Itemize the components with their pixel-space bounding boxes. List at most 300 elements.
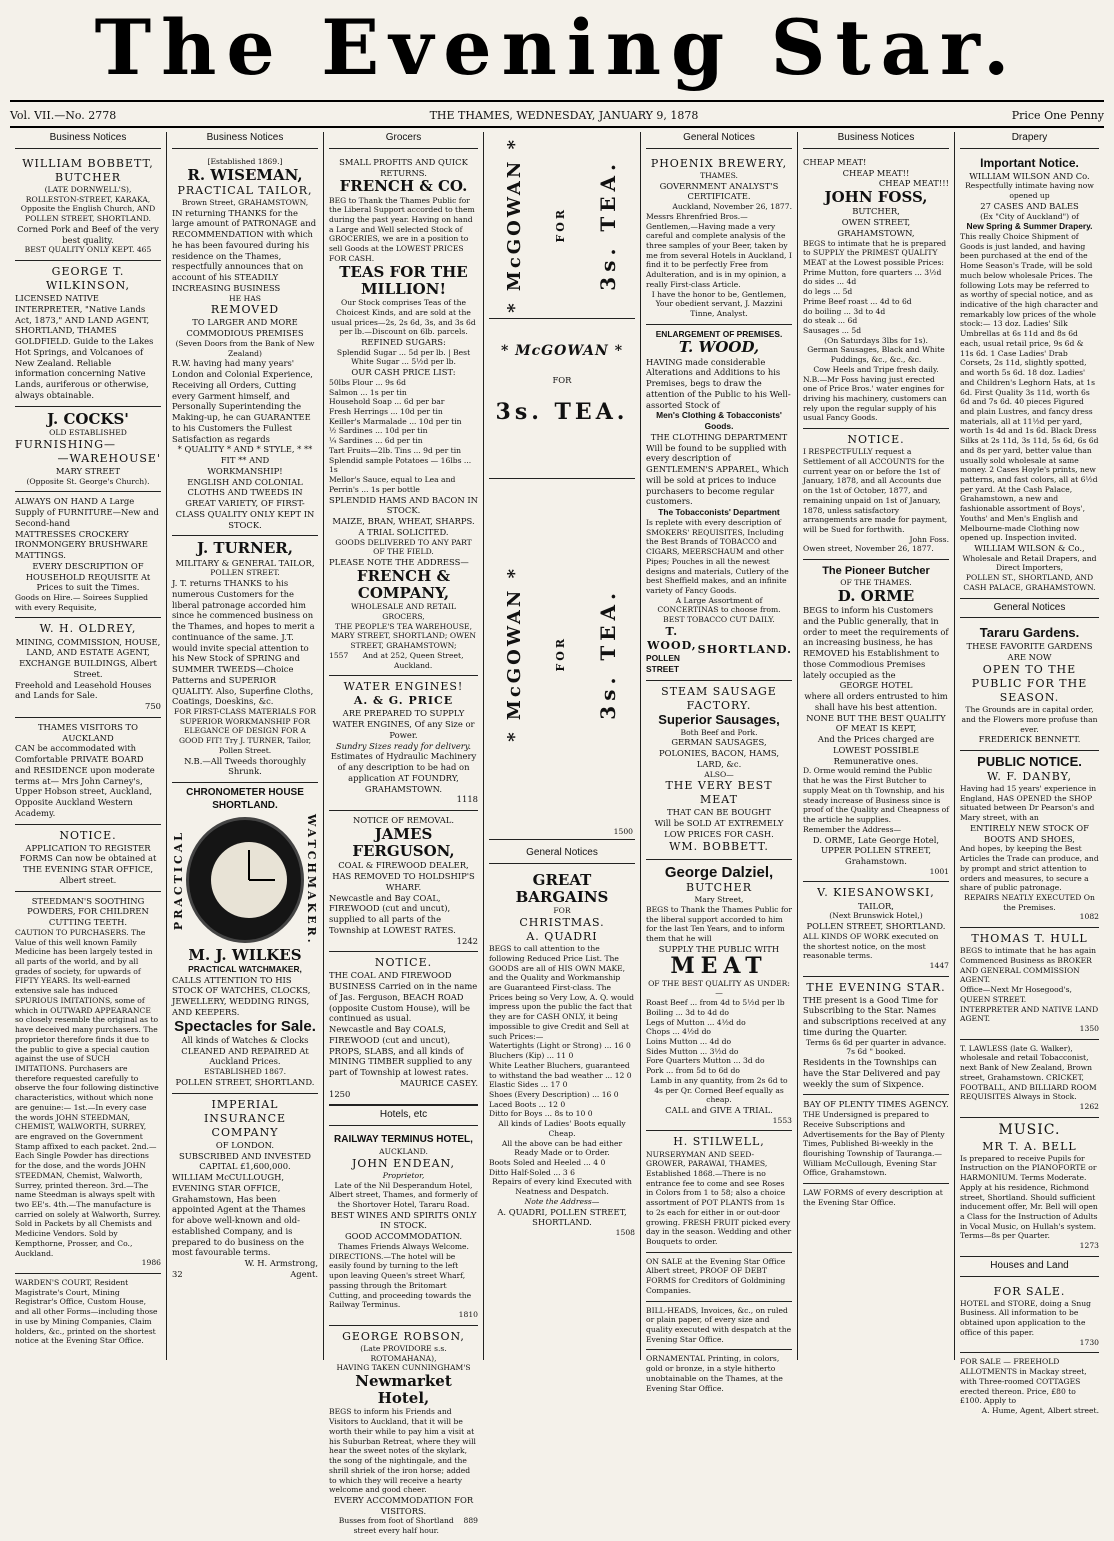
ad-text: MINING, COMMISSION, HOUSE, LAND, AND ESTATE AGENT, EXCHANGE BUILDINGS, Albert Street. bbox=[15, 636, 161, 679]
ad-title: MUSIC. bbox=[998, 1121, 1061, 1138]
ad-text: Mary Street, bbox=[694, 895, 744, 905]
ad-title: WILLIAM BOBBETT, BUTCHER bbox=[22, 156, 154, 184]
ad-text: Proprietor, bbox=[382, 1170, 425, 1180]
ad-title: THAMES VISITORS TO AUCKLAND bbox=[37, 721, 139, 743]
ad-text: PRACTICAL bbox=[172, 829, 185, 930]
ad-text: N.B.—Mr Foss having just erected one of Price Bros.' water engines for driving his machinery, customers can rely upon the regular supply of his usual Fancy Goods. bbox=[803, 374, 947, 423]
ad-text: This really Choice Shipment of Goods is just landed, and having been purchased at the end of the Home Season's Trade, will be sold much below wholesale Prices. The following Lots may be referred to as worthy of special notice, and as indicative of the high character and remarkably low prices of the whole stock:— 13 doz. Ladies' Silk Umbrellas at 6s 11d and 8s 6d each, usual retail price, 9s 6d & 11s 6d. 1 Case Ladies' Drab Corsets, 2s 11d, slightly spotted, and worth 5s 6d. 18 doz. Ladies' and Children's Leghorn Hats, at 1s 6d. First Quality 3s 11d, worth 6s 6d and 7s 6d. 40 pieces Figured and plain Lustres, and fancy dress materials, all at 11½d per yard, worth 1s 4d and 1s 6d. Black Dress Silks at 2s 11d, 3s 11d, 5s 6d, 6s 6d and 8s per yard, better value than usually sold wholesale at same money. 2 Cases Hoyle's prints, new patterns, and fast colors, all at 6½d per yard. At the Cash Palace, Grahamstown, a new and fashionable assortment of Boys', Youths' and Men's English and Melbourne-made Clothing now opened up. Inspection invited. bbox=[960, 232, 1099, 543]
ad-text: John Foss. bbox=[909, 534, 949, 544]
ad-text: Respectfully intimate having now opened up bbox=[965, 181, 1094, 201]
ad-text: SHORTLAND. bbox=[697, 642, 792, 656]
ad-stilwell bbox=[646, 1131, 792, 1252]
ad-price bbox=[329, 676, 478, 811]
ad-text: 3s. TEA. bbox=[495, 398, 629, 425]
ad-text: FOR bbox=[553, 636, 567, 672]
ad-number: 1262 bbox=[1079, 1102, 1099, 1111]
ad-text: REMOVED bbox=[210, 303, 280, 317]
ad-text: CHRISTMAS. bbox=[519, 916, 605, 930]
ad-text: (On Saturdays 3lbs for 1s). bbox=[824, 335, 928, 345]
ad-title: FOR SALE. bbox=[993, 1284, 1066, 1298]
ad-text: HAS REMOVED TO HOLDSHIP'S WHARF. bbox=[332, 871, 475, 892]
ad-foss-notice bbox=[803, 429, 949, 560]
ad-foss bbox=[803, 153, 949, 429]
price-list-right: ¼ Sardines ... 6d per tin Tart Fruits—2lb. Tins ... 9d per tin Splendid sample Potatoes — 16lbs ... 1s Mellor's Sauce, equal to Lea and Perrin's ... 1s per bottle bbox=[329, 436, 472, 494]
ad-title: Tararu Gardens. bbox=[979, 625, 1080, 641]
ad-text: * McGOWAN * bbox=[503, 566, 525, 742]
ad-text: (LATE DORNWELL'S), bbox=[44, 184, 132, 194]
ad-text: T. LAWLESS (late G. Walker), wholesale and retail Tobacconist, next Bank of New Zealand, Brown street, Grahamstown. CRICKET, FOOTBALL, AND BILLIARD ROOM REQUISITES Always in Stock. bbox=[960, 1043, 1097, 1102]
ad-wood bbox=[646, 325, 792, 681]
ad-text: NOTICE OF REMOVAL. bbox=[352, 815, 455, 826]
ad-wilkes bbox=[172, 783, 318, 1094]
ad-text: SMALL PROFITS AND QUICK RETURNS. bbox=[339, 156, 468, 178]
ad-number: 1242 bbox=[456, 935, 478, 946]
ad-text: BEGS to intimate that he has again Commenced Business as BROKER AND GENERAL COMMISSION AGENT. bbox=[960, 946, 1097, 985]
ad-text: A. Hume, Agent, Albert street. bbox=[981, 1405, 1099, 1415]
ad-title: NOTICE. bbox=[374, 956, 433, 970]
ad-text: GOOD ACCOMMODATION. bbox=[344, 1231, 463, 1242]
ad-number: 32 bbox=[172, 1268, 183, 1279]
ad-text: German Sausages, Black and White Puddings, &c., &c., &c. bbox=[807, 345, 945, 365]
ad-text: BEGS to Thank the Thames Public for the liberal support accorded to him for the last Ten Years, and to inform them that he will bbox=[646, 904, 792, 943]
ad-text: Both Beef and Pork. bbox=[680, 727, 758, 737]
ad-text: BEGS to inform his Friends and Visitors to Auckland, that it will be worth their while to pay him a visit at his Suburban Retreat, where they will hear the sweet notes of the skylark, the song of the nightingale, and the shrill shriek of the iron horse; added to which they will receive a hearty welcome and good cheer. bbox=[329, 1407, 476, 1495]
ad-text: CALL and GIVE A TRIAL. bbox=[665, 1105, 773, 1115]
ad-text: ON SALE at the Evening Star Office Albert street, PROOF OF DEBT FORMS for Creditors of Goldmining Companies. bbox=[646, 1256, 786, 1295]
ad-text: (Late PROVIDORE s.s. ROTOMAHANA), bbox=[360, 1343, 447, 1363]
ad-mcgowan-1 bbox=[489, 132, 635, 319]
ad-title: JOHN ENDEAN, bbox=[351, 1156, 455, 1170]
column-4 bbox=[484, 132, 641, 1360]
ad-title: TEAS FOR THE MILLION! bbox=[339, 262, 468, 298]
ad-title: J. COCKS' bbox=[47, 409, 129, 428]
ad-text: Cow Heels and Tripe fresh daily. bbox=[813, 364, 939, 374]
ad-text: Spectacles for Sale. bbox=[174, 1017, 316, 1035]
ad-text: —WAREHOUSE' bbox=[57, 451, 161, 465]
ad-mcgowan-3 bbox=[489, 479, 635, 840]
ad-text: Is prepared to receive Pupils for Instruction on the PIANOFORTE or HARMONIUM. Terms Moderate. Apply at his residence, Richmond street, Shortland. Should sufficient inducement offer, Mr. Bell will open a Class for the Instruction of Adults in Vocal Music, on Hullah's system. Terms—8s per Quarter. bbox=[960, 1153, 1098, 1241]
ad-price-list: Watertights (Light or Strong) ... 16 0 Bluchers (Kip) ... 11 0 White Leather Bluchers, guaranteed to withstand the bad weather ... 12 0 Elastic Sides ... 17 0 Shoes (Every Description) ... 16 0 Laced Boots ... 12 0 Ditto for Boys ... 8s to 10 0 bbox=[489, 1041, 632, 1119]
ad-text: Office—Next Mr Hosegood's, QUEEN STREET. bbox=[960, 985, 1072, 1004]
ad-text: IN returning THANKS for the large amount of PATRONAGE and RECOMMENDATION with which he has been favoured during his residence on the Thames, respectfully announces that on account of his STEADILY INCREASING BUSINESS bbox=[172, 207, 317, 293]
ad-text: THE Undersigned is prepared to Receive Subscriptions and Advertisements for the Bay of Plenty Times, Published Bi-weekly in the flourishing Township of Tauranga.— William McCullough, Evening Star Office, Grahamstown. bbox=[803, 1110, 945, 1178]
ad-text: OF LONDON. bbox=[215, 1139, 275, 1150]
column-header: Business Notices bbox=[172, 132, 318, 149]
ad-text: CAN be accommodated with Comfortable PRIVATE BOARD and RESIDENCE upon moderate terms at— Mrs John Carney's, Upper Hobson street, Auckland, Opposite Auckland Western Academy. bbox=[15, 743, 155, 818]
ad-bay-of-plenty bbox=[803, 1095, 949, 1184]
ad-text: OLD ESTABLISHED bbox=[49, 427, 127, 437]
ad-text: MAURICE CASEY. bbox=[400, 1077, 478, 1088]
ad-text: PRACTICAL TAILOR, bbox=[177, 183, 313, 197]
ad-text: PRACTICAL WATCHMAKER, bbox=[188, 963, 302, 974]
ad-oldrey bbox=[15, 618, 161, 717]
ad-text: New Spring & Summer Drapery. bbox=[966, 221, 1093, 232]
ad-music bbox=[960, 1118, 1099, 1257]
columns bbox=[10, 132, 1104, 1536]
ad-text: OF THE BEST QUALITY AS UNDER:— bbox=[648, 978, 790, 998]
ad-text: Estimates of Hydraulic Machinery of any description to be had on application AT FOUNDRY, GRAHAMSTOWN. bbox=[330, 751, 477, 794]
column-header: Business Notices bbox=[803, 132, 949, 149]
ad-text: THE CLOTHING DEPARTMENT bbox=[650, 431, 788, 442]
ad-title: JAMES FERGUSON, bbox=[352, 824, 455, 861]
ad-text: ESTABLISHED 1867. bbox=[203, 1067, 287, 1077]
ad-text: FOR bbox=[553, 207, 567, 243]
ad-title: D. ORME bbox=[837, 586, 915, 605]
ad-danby bbox=[960, 751, 1099, 928]
ad-number: 1553 bbox=[772, 1115, 792, 1125]
ad-number: 1508 bbox=[615, 1228, 635, 1238]
ad-text: POLLEN STREET, SHORTLAND. bbox=[175, 1076, 315, 1087]
ad-text: CHEAP MEAT! bbox=[803, 156, 867, 167]
ad-text: * McGOWAN * bbox=[503, 137, 525, 313]
ad-text: CAUTION TO PURCHASERS. The Value of this well known Family Medicine has been largely tested in all parts of the world, and by all grades of society, for upwards of FIFTY YEARS. Its well-earned extensive sale has induced SPURIOUS IMITATIONS, some of which in OUTWARD APPEARANCE so closely resemble the original as to have deceived many purchasers. The proprietor therefore finds it due to the public to give a special caution against the use of SUCH IMITATIONS. Purchasers are therefore requested carefully to observe the four following distinctive characteristics, without which none are genuine:— 1st.—In every case the words JOHN STEEDMAN, CHEMIST, WALWORTH, SURREY, are engraved on the Government Stamp affixed to each packet. 2nd.—Each Single Powder has directions for the dose, and the words JOHN STEEDMAN, Chemist, Walworth, Surrey, printed thereon. 3rd.—The name Steedman is always spelt with two EE's. 4th.—The manufacture is carried on solely at Walworth, Surrey. Sold in Packets by all Chemists and Medicine Vendors. Sold by Kempthorne, Prosser, and Co., Auckland. bbox=[15, 927, 161, 1258]
ad-hull bbox=[960, 928, 1099, 1040]
ad-text: EVERY ACCOMMODATION FOR VISITORS. bbox=[333, 1494, 474, 1516]
ad-text: BEST QUALITY ONLY KEPT. 465 bbox=[24, 245, 152, 255]
ad-text: POLLEN STREET bbox=[646, 653, 680, 674]
ad-text: FOR SALE — FREEHOLD ALLOTMENTS in Mackay street, with Three-roomed COTTAGES erected thereon. Price, £80 to £100. Apply to bbox=[960, 1357, 1087, 1406]
ad-text: Splendid Sugar ... 5d per lb. | Best White Sugar ... 5½d per lb. bbox=[336, 347, 471, 367]
ad-text: LICENSED NATIVE INTERPRETER, "Native Lands Act, 1873," AND LAND AGENT, SHORTLAND, THAMES GOLDFIELD. Guide to the Lakes Hot Springs, and Volcanoes of New Zealand. Reliable information concerning Native Lands, auriferous or otherwise, always obtainable. bbox=[15, 293, 154, 400]
ad-title: FRENCH & COMPANY, bbox=[356, 566, 451, 602]
ad-title: W. H. OLDREY, bbox=[39, 622, 137, 636]
ad-text: BEST WINES AND SPIRITS ONLY IN STOCK. bbox=[330, 1209, 477, 1231]
ad-text: And at 252, Queen Street, Auckland. bbox=[362, 650, 464, 670]
ad-title: Important Notice. bbox=[980, 155, 1079, 170]
ad-text: (Ex "City of Auckland") of bbox=[980, 211, 1079, 221]
ad-title: GEORGE ROBSON, bbox=[342, 1329, 465, 1343]
ad-text: PLEASE NOTE THE ADDRESS— bbox=[329, 556, 469, 567]
ad-text: FOR bbox=[553, 906, 571, 916]
ad-price-list: Prime Mutton, fore quarters ... 3½d do sides ... 4d do legs ... 5d Prime Beef roast ... 4d to 6d do boiling ... 3d to 4d do steak ... 6d Sausages ... 5d bbox=[803, 267, 942, 336]
ad-text: ENLARGEMENT OF PREMISES. bbox=[655, 328, 783, 339]
ad-text: Repairs of every kind Executed with Neatness and Despatch. bbox=[492, 1177, 632, 1197]
ad-text: COAL & FIREWOOD DEALER, bbox=[338, 860, 469, 871]
ad-text: OPEN TO THE PUBLIC FOR THE SEASON. bbox=[971, 662, 1088, 705]
ad-text: ORNAMENTAL Printing, in colors, gold or bronze, in a style hitherto unobtainable on the Thames, at the Evening Star Office. bbox=[646, 1354, 783, 1393]
ad-bobbett bbox=[15, 153, 161, 261]
ad-text: The Grounds are in capital order, and the Flowers more profuse than ever. bbox=[961, 705, 1098, 734]
ad-text: WILLIAM McCULLOUGH, EVENING STAR OFFICE, Grahamstown, Has been appointed Agent at the Thames for above well-known and old-established Company, and is prepared to do business on the most favourable terms. bbox=[172, 1172, 306, 1258]
ad-text: WARDEN'S COURT, Resident Magistrate's Court, Mining Registrar's Office, Custom House, and all other Forms—including those in use by Mining Companies, Claim holders, &c., printed on the shortest notice at the Evening Star Office. bbox=[15, 1278, 158, 1346]
ad-text: 3s. TEA. bbox=[595, 159, 620, 291]
ad-text: FURNISHING— bbox=[15, 437, 117, 451]
ad-text: FREDERICK BENNETT. bbox=[978, 734, 1081, 745]
ad-number: 1118 bbox=[456, 794, 478, 805]
ad-price-list: Boots Soled and Heeled ... 4 0 Ditto Half-Soled ... 3 6 bbox=[489, 1157, 606, 1177]
ad-text: D. Orme would remind the Public that he was the First Butcher to supply Meat on th Township, and his steady increase of Business since is proof of the Quality and Cheapness of the article he supplies. bbox=[803, 766, 950, 825]
section-header: General Notices bbox=[960, 599, 1099, 619]
ad-text: GERMAN SAUSAGES, POLONIES, BACON, HAMS, LARD, &c. bbox=[658, 737, 780, 769]
ad-text: Newcastle and Bay COAL, FIREWOOD (cut and uncut), supplied to all parts of the Township at LOWEST RATES. bbox=[329, 892, 456, 935]
ad-text: R.W. having had many years' London and Colonial Experience, Receiving all Orders, Cutting every Garment himself, and Personally Superintending the Making-up, he can GUARANTEE to his Customers the Fullest Satisfaction as regards bbox=[172, 358, 313, 444]
ad-text: HAVING TAKEN CUNNINGHAM'S bbox=[336, 1363, 471, 1373]
ad-text: (Next Brunswick Hotel,) bbox=[829, 911, 923, 921]
newspaper-title: The Evening Star. bbox=[94, 3, 1020, 92]
ad-text: All the above can be had either Ready Made or to Order. bbox=[501, 1138, 623, 1158]
ad-text: THE PEOPLE'S TEA WAREHOUSE, MARY STREET, SHORTLAND; OWEN STREET, GRAHAMSTOWN; bbox=[330, 621, 477, 651]
ad-title: GEORGE T. WILKINSON, bbox=[45, 265, 131, 293]
ad-text: ALSO— bbox=[704, 769, 734, 779]
ad-text: FOR FIRST-CLASS MATERIALS FOR SUPERIOR WORKMANSHIP FOR ELEGANCE OF DESIGN FOR A GOOD FIT! Try J. TURNER, Tailor, Pollen Street. bbox=[173, 707, 316, 755]
ad-text: Note the Address— bbox=[524, 1196, 600, 1206]
ad-text: POLLEN ST., SHORTLAND, AND CASH PALACE, GRAHAMSTOWN. bbox=[963, 573, 1096, 592]
ad-title: STEAM SAUSAGE FACTORY. bbox=[661, 684, 777, 712]
ad-number: 1986 bbox=[141, 1258, 161, 1268]
ad-title: George Dalziel, bbox=[664, 863, 774, 881]
ad-tararu bbox=[960, 622, 1099, 751]
column-header: Business Notices bbox=[15, 132, 161, 149]
ad-visitors bbox=[15, 718, 161, 825]
ad-title: V. KIESANOWSKI, bbox=[817, 886, 935, 900]
ad-text: Wholesale and Retail Drapers, and Direct Importers, bbox=[962, 553, 1097, 573]
section-header: Hotels, etc bbox=[329, 1105, 478, 1126]
ad-text: A Large Assortment of CONCERTINAS to choose from. BEST TOBACCO CUT DAILY. bbox=[657, 595, 781, 625]
ad-text: W. H. Armstrong, bbox=[244, 1258, 318, 1269]
ad-text: All kinds of Ladies' Boots equally Cheap. bbox=[498, 1119, 626, 1138]
ad-law-forms bbox=[803, 1184, 949, 1212]
ad-cocks bbox=[15, 407, 161, 493]
ad-text: MATTRESSES CROCKERY IRONMONGERY BRUSHWARE MATTINGS. bbox=[15, 528, 148, 561]
ad-text: Sundry Sizes ready for delivery. bbox=[335, 740, 472, 751]
column-5 bbox=[641, 132, 798, 1393]
ad-text: SPLENDID HAMS AND BACON IN STOCK. bbox=[329, 494, 478, 516]
ad-text: Busses from foot of Shortland street every half hour. bbox=[338, 1516, 454, 1536]
ad-text: BILL-HEADS, Invoices, &c., on ruled or plain paper, of every size and quality executed with despatch at the Evening Star Office. bbox=[646, 1305, 792, 1344]
masthead bbox=[0, 0, 1114, 100]
ad-text: HE HAS bbox=[229, 293, 261, 303]
ad-text: SUBSCRIBED AND INVESTED CAPITAL £1,600,000. bbox=[178, 1150, 312, 1172]
ad-text: WILLIAM WILSON AND Co. bbox=[969, 170, 1090, 181]
ad-always bbox=[15, 492, 161, 618]
ad-number: 1273 bbox=[1079, 1241, 1099, 1251]
ad-title: WATER ENGINES! bbox=[343, 680, 464, 694]
ad-title: W. F. DANBY, bbox=[987, 769, 1072, 783]
ad-text: THAMES. bbox=[700, 170, 738, 180]
ad-french bbox=[329, 153, 478, 676]
ad-text: THE present is a Good Time for Subscribing to the Star. Names and subscriptions received at any time during the Quarter. bbox=[803, 994, 947, 1037]
ad-text: BUTCHER bbox=[685, 881, 752, 895]
ad-lawless bbox=[960, 1040, 1099, 1118]
ad-title: M. J. WILKES bbox=[188, 945, 302, 964]
ad-text: REPAIRS NEATLY EXECUTED On the Premises. bbox=[964, 892, 1095, 912]
ad-text: Men's Clothing & Tobacconists' Goods. bbox=[656, 410, 782, 432]
ad-text: SUPPLY THE PUBLIC WITH bbox=[658, 943, 780, 954]
ad-text: Remember the Address— bbox=[803, 824, 902, 834]
ad-text: HAVING made considerable Alterations and Additions to his Premises, begs to draw the attention of the Public to his Well-assorted Stock of bbox=[646, 356, 791, 410]
ad-ornamental bbox=[646, 1350, 792, 1398]
ad-orme bbox=[803, 560, 949, 882]
ad-turner bbox=[172, 536, 318, 783]
ad-title: BAY OF PLENTY TIMES AGENCY. bbox=[803, 1099, 949, 1110]
ad-wilson bbox=[960, 153, 1099, 599]
ad-freehold bbox=[960, 1353, 1099, 1420]
top-rule bbox=[10, 100, 1104, 102]
ad-title: IMPERIAL bbox=[211, 1097, 279, 1111]
ad-text: OUR CASH PRICE LIST: bbox=[351, 367, 456, 378]
ad-text: WILLIAM WILSON & Co., bbox=[974, 543, 1085, 553]
ad-title: * McGOWAN * bbox=[500, 343, 624, 359]
ad-text: Is replete with every description of SMOKERS' REQUISITES, Including the Best Brands of TOBACCO and CIGARS, MEERSCHAUM and other Pipes; Pouches in all the newest designs and materials, Cutlery of the best Sheffield makes, and an infinite variety of Fancy Goods. bbox=[646, 517, 789, 595]
ad-number: 1350 bbox=[1079, 1023, 1099, 1033]
ad-text: APPLICATION TO REGISTER FORMS Can now be obtained at THE EVENING STAR OFFICE, Albert street. bbox=[19, 842, 157, 885]
price: Price One Penny bbox=[1011, 108, 1104, 122]
column-header: Drapery bbox=[960, 132, 1099, 149]
ad-text: A. QUADRI, POLLEN STREET, SHORTLAND. bbox=[497, 1206, 627, 1228]
ad-text: WM. BOBBETT. bbox=[669, 839, 769, 853]
ad-text: And hopes, by keeping the Best Articles the Trade can produce, and by prompt and strict attention to orders and measures, to secure a share of public patronage. bbox=[960, 844, 1099, 893]
ad-warden bbox=[15, 1274, 161, 1351]
ad-title: J. TURNER, bbox=[197, 539, 293, 558]
ad-text: EVERY DESCRIPTION OF HOUSEHOLD REQUISITE At Prices to suit the Times. bbox=[25, 560, 151, 593]
ad-steedman bbox=[15, 892, 161, 1274]
ad-evening-star bbox=[803, 977, 949, 1096]
ad-text: Corned Pork and Beef of the very best quality. bbox=[17, 223, 159, 245]
ad-title: PHOENIX BREWERY, bbox=[650, 156, 788, 170]
dateline bbox=[10, 107, 1104, 123]
ad-bill-heads bbox=[646, 1302, 792, 1351]
ad-text: POLLEN STREET, SHORTLAND. bbox=[806, 921, 946, 932]
ad-price-list: Roast Beef ... from 4d to 5½d per lb Boiling ... 3d to 4d do Legs of Mutton ... 4½d do Chops ... 4½d do Loins Mutton ... 4d do Sides Mutton ... 3½d do Fore Quarters Mutton ... 3d do Pork ... from 5d to 6d do bbox=[646, 998, 785, 1076]
ad-text: ENGLISH AND COLONIAL CLOTHS AND TWEEDS IN GREAT VARIETY, OF FIRST-CLASS QUALITY ONLY KEPT IN STOCK. bbox=[175, 476, 315, 530]
ad-text: GOODS DELIVERED TO ANY PART OF THE FIELD. bbox=[335, 537, 472, 557]
ad-number: 1730 bbox=[1079, 1337, 1099, 1347]
ad-text: CHEAP MEAT!!! bbox=[878, 178, 949, 189]
ad-title: MEAT bbox=[670, 953, 768, 980]
ad-title: JOHN FOSS, bbox=[824, 188, 928, 207]
volume-number: Vol. VII.—No. 2778 bbox=[10, 108, 117, 122]
ad-text: DIRECTIONS.—The hotel will be easily found by turning to the left upon leaving Queen's street Wharf, passing through the Britomart Cutting, and proceeding towards the Railway Terminus. bbox=[329, 1251, 472, 1310]
ad-text: (Seven Doors from the Bank of New Zealand) bbox=[175, 338, 315, 358]
ad-proof-forms bbox=[646, 1253, 792, 1302]
ad-text: Will be SOLD AT EXTREMELY LOW PRICES FOR CASH. bbox=[654, 818, 784, 839]
ad-title: H. STILWELL, bbox=[673, 1135, 765, 1149]
ad-title: Newmarket Hotel, bbox=[355, 1371, 452, 1408]
ad-text: A TRIAL SOLICITED. bbox=[358, 526, 449, 537]
ad-text: ALL KINDS OF WORK executed on the shortest notice, on the most reasonable terms. bbox=[803, 931, 939, 961]
ad-text: Terms 6s 6d per quarter in advance. bbox=[805, 1037, 947, 1047]
ad-text: Owen street, November 26, 1877. bbox=[803, 544, 934, 554]
column-2 bbox=[167, 132, 324, 1360]
ad-title: A. & G. PRICE bbox=[353, 694, 454, 708]
section-header: General Notices bbox=[489, 844, 635, 864]
ad-text: POLLEN STREET. bbox=[210, 568, 280, 578]
ad-text: D. ORME, Late George Hotel, UPPER POLLEN STREET, Grahamstown. bbox=[812, 834, 940, 867]
ad-text: Late of the Nil Desperandum Hotel, Albert street, Thames, and formerly of the Shortover Hotel, Tararu Road. bbox=[329, 1180, 478, 1210]
ad-text: T. WOOD, bbox=[647, 624, 697, 652]
ad-text: ARE PREPARED TO SUPPLY WATER ENGINES, Of any Size or Power. bbox=[332, 708, 475, 740]
ad-text: AUCKLAND. bbox=[379, 1147, 428, 1157]
ad-kiesanowski bbox=[803, 882, 949, 976]
ad-text: (Opposite St. George's Church). bbox=[26, 476, 150, 486]
ad-text: FOR bbox=[552, 374, 572, 385]
ad-text: Our Stock comprises Teas of the Choicest Kinds, and are sold at the usual prices—2s, 2s 6d, 3s, and 3s 6d per lb.—Discount on 6lb. parcels. bbox=[331, 298, 476, 337]
ad-text: THE VERY BEST MEAT bbox=[665, 779, 773, 807]
ad-text: 7s 6d " booked. bbox=[846, 1047, 906, 1057]
ad-text: All kinds of Watches & Clocks CLEANED AND REPAIRED At Auckland Prices. bbox=[181, 1034, 309, 1067]
ad-text: Auckland, November 26, 1877. bbox=[672, 202, 792, 212]
ad-text: I RESPECTFULLY request a Settlement of all ACCOUNTS for the current year on or before the 1st of January, 1878, and all Accounts due on the 1st of October, 1877, and remaining unpaid on 1st of January, 1878, unless satisfactory arrangements are made for payment, will be Sued for forthwith. bbox=[803, 447, 948, 535]
section-header: Houses and Land bbox=[960, 1257, 1099, 1277]
ad-number: 750 bbox=[145, 701, 161, 712]
ad-text: Lamb in any quantity, from 2s 6d to 4s per Qr. Corned Beef equally as cheap. bbox=[650, 1075, 788, 1105]
clock-image bbox=[186, 817, 304, 943]
ad-text: BEGS to call attention to the following Reduced Price List. The GOODS are all of HIS OWN MAKE, and the Quality and Workmanship are Guaranteed First-class. The Prices being so Very Low, A. Q. would impress upon the public the fact that they are for CASH ONLY, it being impossible to give Credit and Sell at such Prices:— bbox=[489, 944, 634, 1041]
ad-text: THE COAL AND FIREWOOD BUSINESS Carried on in the name of Jas. Ferguson, BEACH ROAD (opposite Custom House), will be continued as usual. bbox=[329, 970, 478, 1024]
ad-text: The Tobacconists' Department bbox=[658, 507, 780, 518]
ad-text: 27 CASES AND BALES bbox=[980, 200, 1079, 211]
ad-text: Agent. bbox=[290, 1268, 318, 1279]
ad-imperial bbox=[172, 1094, 318, 1285]
ad-text: Thames Friends Always Welcome. bbox=[338, 1241, 469, 1251]
ad-number: 1001 bbox=[929, 866, 949, 876]
ad-title: STEEDMAN'S SOOTHING POWDERS, FOR CHILDREN CUTTING TEETH. bbox=[27, 895, 149, 928]
ad-text: REFINED SUGARS: bbox=[361, 336, 446, 347]
ad-quadri bbox=[489, 868, 635, 1243]
price-list-left: 50lbs Flour ... 9s 6d Salmon ... 1s per tin Household Soap ... 6d per bar Fresh Herrings ... 10d per tin Keiller's Marmalade ... 10d per tin ½ Sardines ... 10d per tin bbox=[329, 377, 462, 436]
ad-dalziel bbox=[646, 860, 792, 1132]
ad-text: CHEAP MEAT!! bbox=[842, 167, 910, 178]
ad-sausage bbox=[646, 681, 792, 860]
ad-wiseman bbox=[172, 153, 318, 537]
ad-title: THE EVENING STAR. bbox=[806, 980, 946, 994]
ad-robson bbox=[329, 1326, 478, 1541]
ad-text: OWEN STREET, GRAHAMSTOWN, bbox=[837, 217, 915, 238]
ad-title: NOTICE. bbox=[59, 828, 117, 842]
ad-text: BEGS to inform his Customers and the Public generally, that in order to meet the requirements of an increasing business, he has REMOVED his Establishment to those Commodious Premises lately occupied as the bbox=[803, 605, 949, 680]
ad-title: GREAT BARGAINS bbox=[515, 870, 609, 907]
ad-title: Superior Sausages, bbox=[658, 711, 780, 727]
ad-text: * QUALITY * AND * STYLE, * ** FIT ** AND bbox=[177, 444, 313, 466]
column-1 bbox=[10, 132, 167, 1360]
ad-title: T. WOOD, bbox=[678, 338, 760, 357]
ad-title: FRENCH & CO. bbox=[339, 177, 468, 196]
ad-text: TO LARGER AND MORE COMMODIOUS PREMISES bbox=[186, 317, 304, 339]
ad-text: MAIZE, BRAN, WHEAT, SHARPS. bbox=[332, 516, 475, 527]
ad-text: NONE BUT THE BEST QUALITY OF MEAT IS KEPT, bbox=[806, 712, 946, 734]
ad-text: Newcastle and Bay COALS, FIREWOOD (cut and uncut), PROPS, SLABS, and all kinds of MINING TIMBER supplied to any part of Township at lowest rates. bbox=[329, 1024, 472, 1078]
ad-railway bbox=[329, 1130, 478, 1325]
ad-text: Will be found to be supplied with every description of GENTLEMEN'S APPAREL, Which will be sold at prices to induce purchasers to become regular customers. bbox=[646, 442, 789, 507]
ad-number: 1447 bbox=[929, 960, 949, 970]
ad-number: 1557 bbox=[329, 650, 349, 660]
ad-number: 889 bbox=[463, 1516, 478, 1526]
ad-title: RAILWAY TERMINUS HOTEL, bbox=[334, 1134, 473, 1146]
ad-text: GEORGE HOTEL bbox=[839, 680, 913, 691]
ad-number: 1082 bbox=[1079, 912, 1099, 922]
ad-text: BEGS to intimate that he is prepared to SUPPLY the PRIMEST QUALITY MEAT at the Lowest possible Prices: bbox=[803, 238, 947, 267]
ad-text: Brown Street, GRAHAMSTOWN, bbox=[181, 197, 309, 207]
ad-text: ALWAYS ON HAND A Large Supply of FURNITURE—New and Second-hand bbox=[15, 496, 159, 528]
ad-text: Messrs Ehrenfried Bros.—Gentlemen,—Having made a very careful and complete analysis of the three samples of your Beer, taken by me from several Hotels in Auckland, I find it to be perfectly Free from Adulteration, and is in my opinion, a really First-class Article. bbox=[646, 211, 792, 289]
column-3 bbox=[324, 132, 484, 1536]
ad-text: Residents in the Townships can have the Star Delivered and pay weekly the sum of Sixpence. bbox=[803, 1057, 941, 1089]
ad-text: Having had 15 years' experience in England, HAS OPENED the SHOP situated between Dr Pearson's and Mary street, with an bbox=[960, 784, 1097, 823]
ad-title: MR T. A. BELL bbox=[982, 1139, 1077, 1153]
ad-title: A. QUADRI bbox=[526, 930, 598, 944]
ad-title: R. WISEMAN, bbox=[187, 165, 303, 184]
ad-phoenix bbox=[646, 153, 792, 325]
ad-text: NURSERYMAN AND SEED-GROWER, PARAWAI, THAMES, Established 1868.—There is no entrance fee to come and see Roses in Colors from 1 to 58; also a choice assortment of POT PLANTS from 1s to 2s each for either in or out-door growing. FRESH FRUIT picked every day in the season. Wedding and other Bouquets to order. bbox=[646, 1149, 792, 1247]
ad-number: 1810 bbox=[458, 1310, 478, 1320]
ad-text: THAT CAN BE BOUGHT bbox=[667, 807, 771, 818]
ad-title: NOTICE. bbox=[847, 433, 905, 447]
ad-notice bbox=[15, 825, 161, 892]
ad-for-sale bbox=[960, 1281, 1099, 1354]
ad-text: MARY STREET bbox=[55, 465, 121, 476]
ad-number: 1250 bbox=[329, 1088, 351, 1099]
ad-title: THOMAS T. HULL bbox=[971, 932, 1088, 946]
